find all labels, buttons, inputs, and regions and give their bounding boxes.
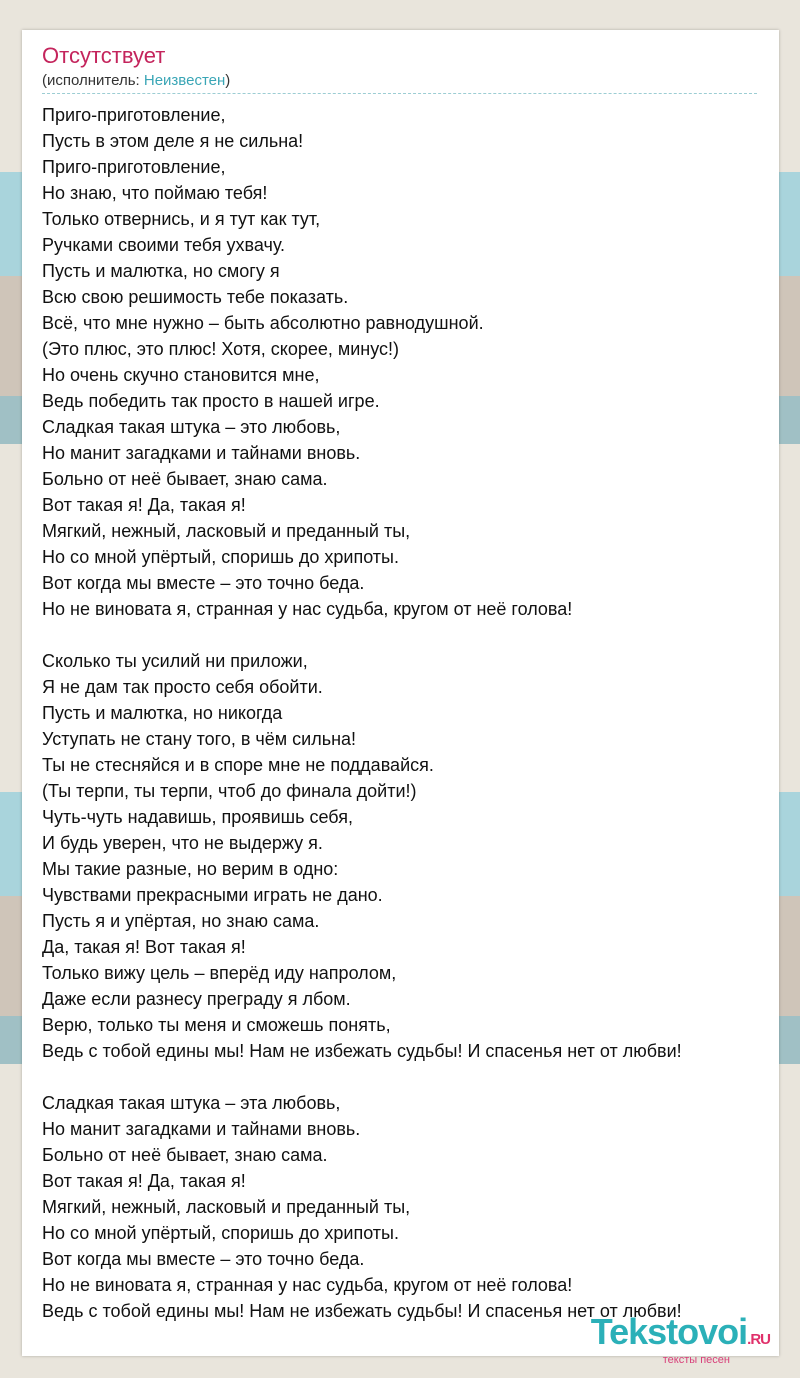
lyric-line: Чуть-чуть надавишь, проявишь себя,	[42, 807, 353, 827]
lyric-line: Вот такая я! Да, такая я!	[42, 495, 246, 515]
lyric-line: Пусть в этом деле я не сильна!	[42, 131, 304, 151]
lyric-line: Я не дам так просто себя обойти.	[42, 677, 323, 697]
lyric-line: Вот когда мы вместе – это точно беда.	[42, 573, 365, 593]
lyric-line: Уступать не стану того, в чём сильна!	[42, 729, 357, 749]
lyric-line: Ведь победить так просто в нашей игре.	[42, 391, 380, 411]
lyric-line: Ручками своими тебя ухвачу.	[42, 235, 286, 255]
lyric-line: Вот такая я! Да, такая я!	[42, 1171, 246, 1191]
lyric-line: Пусть и малютка, но смогу я	[42, 261, 280, 281]
lyric-line: Но не виновата я, странная у нас судьба, кругом от неё голова!	[42, 599, 573, 619]
artist-link[interactable]: Неизвестен	[143, 72, 226, 89]
lyric-line: Пусть и малютка, но никогда	[42, 703, 283, 723]
logo-tagline: тексты песен	[662, 1354, 730, 1366]
lyric-line: И будь уверен, что не выдержу я.	[42, 833, 323, 853]
lyric-line: (Это плюс, это плюс! Хотя, скорее, минус!)	[42, 339, 400, 359]
lyric-line: Но очень скучно становится мне,	[42, 365, 320, 385]
lyric-line: Только отвернись, и я тут как тут,	[42, 209, 321, 229]
artist-line	[42, 72, 230, 90]
lyric-line: Но манит загадками и тайнами вновь.	[42, 443, 361, 463]
lyric-line: Ведь с тобой едины мы! Нам не избежать судьбы! И спасенья нет от любви!	[42, 1301, 682, 1321]
stanza-gap	[42, 1064, 772, 1090]
lyric-line: Верю, только ты меня и сможешь понять,	[42, 1015, 391, 1035]
lyric-line: Мягкий, нежный, ласковый и преданный ты,	[42, 1197, 411, 1217]
artist-prefix: (исполнитель:	[42, 72, 144, 89]
artist-suffix: )	[225, 72, 231, 89]
song-title: Отсутствует	[42, 43, 166, 68]
lyric-line: Пусть я и упёртая, но знаю сама.	[42, 911, 320, 931]
lyric-line: Да, такая я! Вот такая я!	[42, 937, 246, 957]
lyric-line: Вот когда мы вместе – это точно беда.	[42, 1249, 365, 1269]
lyric-line: Всё, что мне нужно – быть абсолютно равнодушной.	[42, 313, 484, 333]
logo-wordmark	[590, 1311, 770, 1358]
lyric-line: Чувствами прекрасными играть не дано.	[42, 885, 383, 905]
lyric-line: Ты не стесняйся и в споре мне не поддавайся.	[42, 755, 434, 775]
lyric-line: Приго-приготовление,	[42, 105, 226, 125]
lyric-line: Но не виновата я, странная у нас судьба, кругом от неё голова!	[42, 1275, 573, 1295]
logo-tld: .RU	[747, 1331, 770, 1348]
lyric-line: Мягкий, нежный, ласковый и преданный ты,	[42, 521, 411, 541]
lyric-line: Больно от неё бывает, знаю сама.	[42, 1145, 328, 1165]
lyric-line: Но со мной упёртый, споришь до хрипоты.	[42, 1223, 399, 1243]
lyrics-text	[42, 102, 772, 1324]
lyric-line: Сладкая такая штука – эта любовь,	[42, 1093, 341, 1113]
lyric-line: Больно от неё бывает, знаю сама.	[42, 469, 328, 489]
lyrics-card	[22, 30, 779, 1356]
lyric-line: Сладкая такая штука – это любовь,	[42, 417, 341, 437]
logo-main-text: Tekstovoi	[590, 1311, 748, 1352]
lyric-line: Мы такие разные, но верим в одно:	[42, 859, 339, 879]
lyric-line: Приго-приготовление,	[42, 157, 226, 177]
title-divider	[42, 93, 757, 94]
lyric-line: Всю свою решимость тебе показать.	[42, 287, 349, 307]
lyric-line: Но со мной упёртый, споришь до хрипоты.	[42, 547, 399, 567]
stanza-gap	[42, 622, 772, 648]
lyric-line: Ведь с тобой едины мы! Нам не избежать судьбы! И спасенья нет от любви!	[42, 1041, 682, 1061]
lyric-line: Только вижу цель – вперёд иду напролом,	[42, 963, 397, 983]
lyric-line: (Ты терпи, ты терпи, чтоб до финала дойти!)	[42, 781, 417, 801]
lyric-line: Но манит загадками и тайнами вновь.	[42, 1119, 361, 1139]
site-logo[interactable]	[590, 1311, 770, 1366]
lyric-line: Сколько ты усилий ни приложи,	[42, 651, 308, 671]
lyric-line: Даже если разнесу преграду я лбом.	[42, 989, 351, 1009]
lyric-line: Но знаю, что поймаю тебя!	[42, 183, 268, 203]
